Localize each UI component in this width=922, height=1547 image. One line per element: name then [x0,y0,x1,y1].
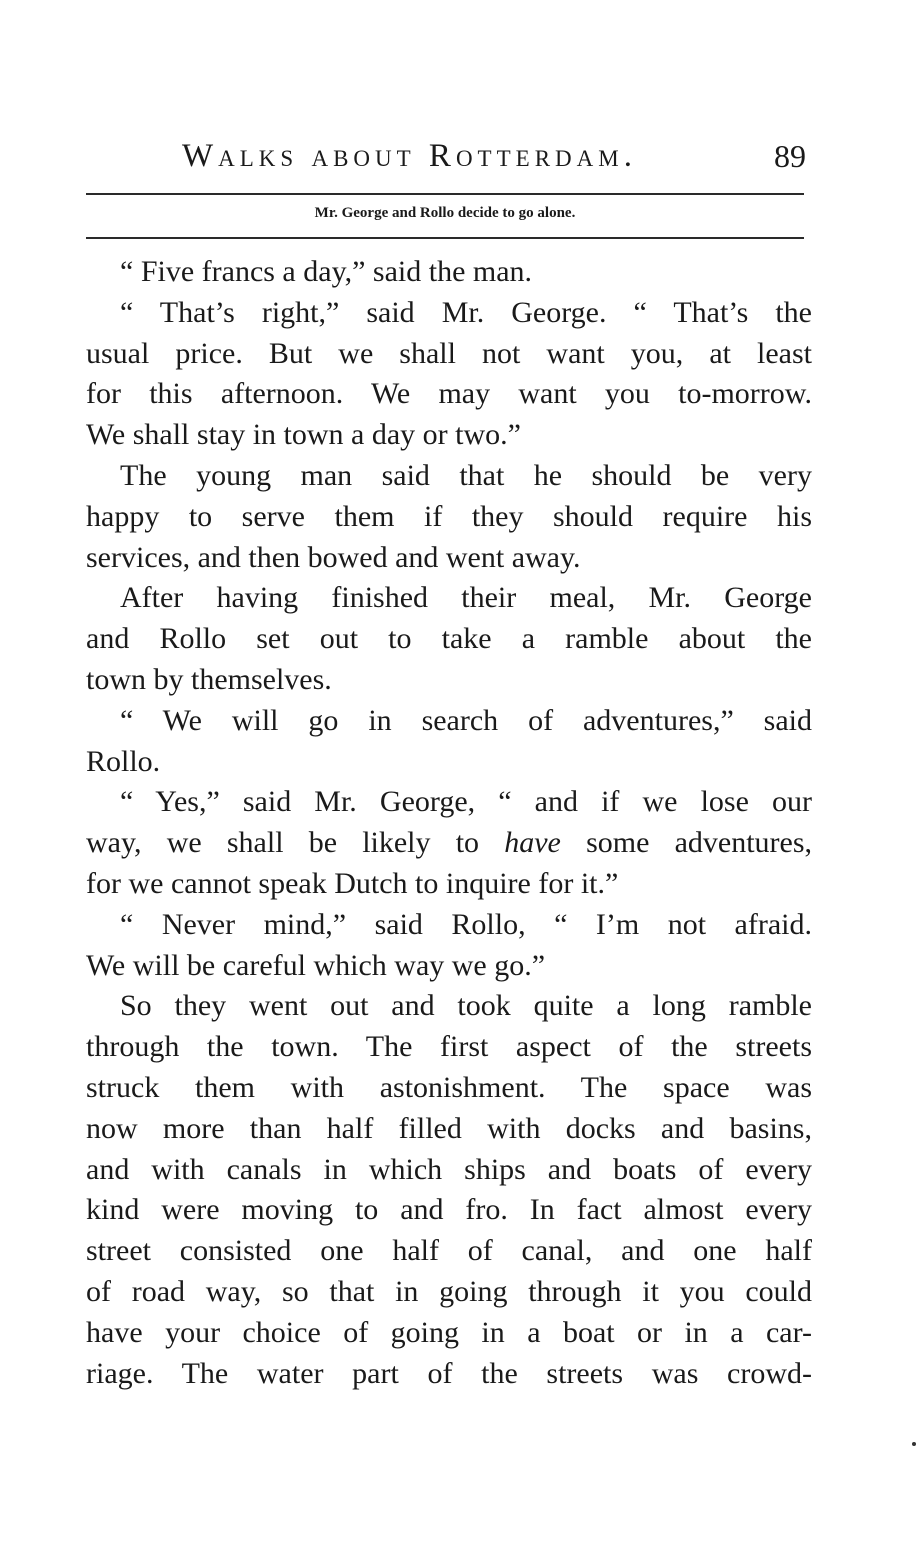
text-line: and Rollo set out to take a ramble about the [86,622,812,656]
text-line: riage. The water part of the streets was crowd- [86,1356,812,1390]
text-line: The young man said that he should be very [120,458,812,492]
text-line: So they went out and took quite a long ramble [120,989,812,1023]
text-line: After having finished their meal, Mr. George [120,581,812,615]
text-segment: way, we shall be likely to [86,826,480,860]
text-line: of road way, so that in going through it you could [86,1274,812,1308]
running-head [86,138,812,178]
text-segment: some adventures, [586,826,813,860]
text-line: street consisted one half of canal, and one half [86,1234,812,1268]
text-line-with-italic [86,823,812,864]
text-line: for this afternoon. We may want you to-morrow. [86,377,812,411]
text-line: and with canals in which ships and boats of every [86,1152,812,1186]
text-line: happy to serve them if they should require his [86,499,812,533]
header-rule-top [86,193,804,195]
running-title: Walks about Rotterdam. [182,138,637,174]
text-line: “ We will go in search of adventures,” said [120,703,812,737]
scan-speck [912,1442,916,1446]
text-line: struck them with astonishment. The space was [86,1070,812,1104]
text-line: We shall stay in town a day or two.” [86,418,521,452]
text-line: Rollo. [86,744,161,778]
text-line: usual price. But we shall not want you, at least [86,336,812,370]
text-line: “ That’s right,” said Mr. George. “ That’s the [120,295,812,329]
text-line: services, and then bowed and went away. [86,540,581,574]
text-line: We will be careful which way we go.” [86,948,546,982]
text-line: town by themselves. [86,662,332,696]
text-line: “ Yes,” said Mr. George, “ and if we lose our [120,785,812,819]
text-line: have your choice of going in a boat or in a car- [86,1315,812,1349]
page-number: 89 [774,138,806,174]
page-caption: Mr. George and Rollo decide to go alone. [314,205,576,221]
text-line: for we cannot speak Dutch to inquire for it.” [86,866,619,900]
text-line: “ Never mind,” said Rollo, “ I’m not afraid. [120,907,812,941]
italic-emphasis: have [504,826,561,860]
text-line: now more than half filled with docks and basins, [86,1111,812,1145]
header-rule-bottom [86,237,804,239]
body-text [86,252,812,1394]
text-line: kind were moving to and fro. In fact almost every [86,1193,812,1227]
text-line: “ Five francs a day,” said the man. [120,255,533,288]
text-line: through the town. The first aspect of the streets [86,1030,812,1064]
